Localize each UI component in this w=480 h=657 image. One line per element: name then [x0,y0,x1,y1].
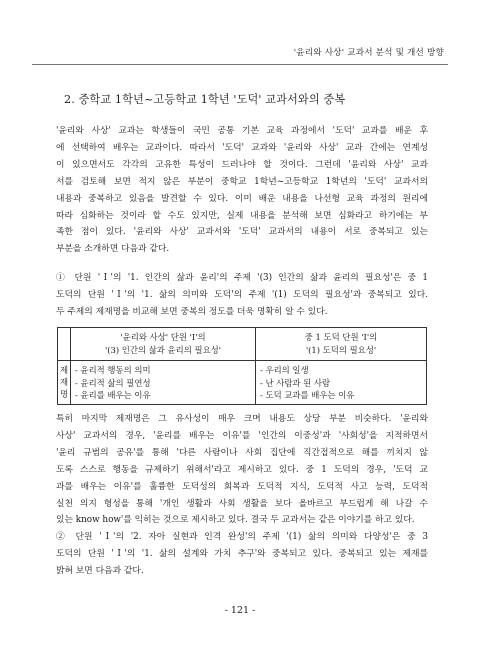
table-corner-cell [58,328,71,361]
comparison-table-header-row [58,328,427,361]
text-line: 족한 점이 있다. '윤리와 사상' 교과서와 '도덕' 교과서의 내용이 서로 중복되고 있는 [56,227,428,238]
list-item: - 윤리를 배우는 이유 [75,390,151,401]
text-line: 도덕의 단원 'Ⅰ'의 '1. 삶의 설계와 가치 추구'와 중복되고 있다. 중복되고 있는 제재를 [56,548,428,559]
col-b-items-list [260,363,422,402]
text-line: 따라 심화하는 것이라 할 수도 있지만, 실제 내용을 분석해 보면 심화라고 하기에는 부 [56,210,428,221]
overlap-item-1-paragraph [56,270,428,321]
col-b-header [256,328,427,361]
col-a-items-cell [71,361,256,405]
text-line: 에 선택하여 배우는 교과이다. 따라서 '도덕' 교과와 '윤리와 사상' 교과 간에는 연계성 [56,142,428,153]
text-line: 부분을 소개하면 다음과 같다. [56,244,170,255]
running-header: '윤리와 사상' 교과서 분석 및 개선 방향 [293,48,444,58]
overlap-item-2-paragraph [56,529,428,580]
col-b-header-line: 중 1 도덕 단원 'Ⅰ'의 [304,332,378,342]
list-item: - 윤리적 삶의 필연성 [75,377,151,388]
col-b-items-cell [256,361,427,405]
list-item: - 우리의 일생 [260,365,309,375]
text-line: '윤리 규범의 공유'를 통해 '다른 사람이나 사회 집단에 직간접적으로 해를 끼치지 않 [56,447,428,458]
text-line: 내용과 중복하고 있음을 발견할 수 있다. 이미 배운 내용을 나선형 교육 과정의 원리에 [56,193,428,204]
intro-paragraph [56,123,428,258]
list-item: - 도덕 교과를 배우는 이유 [260,390,355,401]
col-b-header-line: '(1) 도덕의 필요성' [305,345,377,355]
section-title: 2. 중학교 1학년~고등학교 1학년 '도덕' 교과서와의 중복 [64,93,346,106]
text-line: 특히 마지막 제재명은 그 유사성이 매우 크며 내용도 상당 부분 비슷하다. '윤리와 [56,414,428,424]
col-a-header-line: '(3) 인간의 삶과 윤리의 필요성' [104,345,222,355]
text-line: 실천 의지 형성을 통해 '개인 생활과 사회 생활을 보다 올바르고 부드럽게 해 나갈 수 [56,498,428,509]
row-header-char: 명 [59,389,69,399]
list-item: - 난 사람과 된 사람 [260,377,331,388]
comparison-table [57,327,427,405]
header-rule [32,64,448,65]
text-line: 있는 know how'를 익히는 것으로 제시하고 있다. 결국 두 교과서는 같은 이야기를 하고 있다. [56,515,415,526]
row-header-char: 제 [59,365,69,375]
comparison-table-body-row [58,361,427,405]
text-line: '윤리와 사상' 교과는 학생들이 국민 공통 기본 교육 과정에서 '도덕' 교과를 배운 후 [56,126,428,136]
col-a-header-line: '윤리와 사상' 단원 'Ⅰ'의 [120,332,206,342]
text-line: 두 주제의 제재명을 비교해 보면 중복의 정도를 더욱 명확히 알 수 있다. [56,306,328,317]
text-line: ① 단원 'Ⅰ'의 '1. 인간의 삶과 윤리'의 주제 '(3) 인간의 삶과 윤리의 필요성'은 중 1 [56,273,428,283]
col-a-items-list [75,363,251,402]
text-line: 도록 스스로 행동을 규제하기 위해서'라고 제시하고 있다. 중 1 도덕의 경우, '도덕 교 [56,464,428,475]
text-line: 이 있으면서도 각각의 고유한 특성이 드러나야 할 것이다. 그런데 '윤리와 사상' 교과 [56,159,428,170]
text-line: 서를 검토해 보면 적지 않은 부분이 중학교 1학년~고등학교 1학년의 '도덕' 교과서의 [56,176,428,187]
row-header-char: 재 [59,377,69,387]
col-a-header [71,328,256,361]
text-line: 과를 배우는 이유'를 훌륭한 도덕성의 회복과 도덕적 지식, 도덕적 사고 능력, 도덕적 [56,481,428,492]
text-line: 사상' 교과서의 경우, '윤리를 배우는 이유'를 '인간의 이중성'과 '사회성'을 지적하면서 [56,430,428,441]
text-line: 밝혀 보면 다음과 같다. [56,565,144,576]
list-item: - 윤리적 행동의 의미 [75,365,151,375]
analysis-paragraph [56,411,428,529]
row-header-cell [58,361,71,405]
page-number: - 121 - [224,605,256,616]
text-line: 도덕의 단원 'Ⅰ'의 '1. 삶의 의미와 도덕'의 주제 '(1) 도덕의 필요성'과 중복되고 있다. [56,289,428,300]
text-line: ② 단원 'Ⅰ'의 '2. 자아 실현과 인격 완성'의 주제 '(1) 삶의 의미와 다양성'은 중 3 [56,532,428,542]
